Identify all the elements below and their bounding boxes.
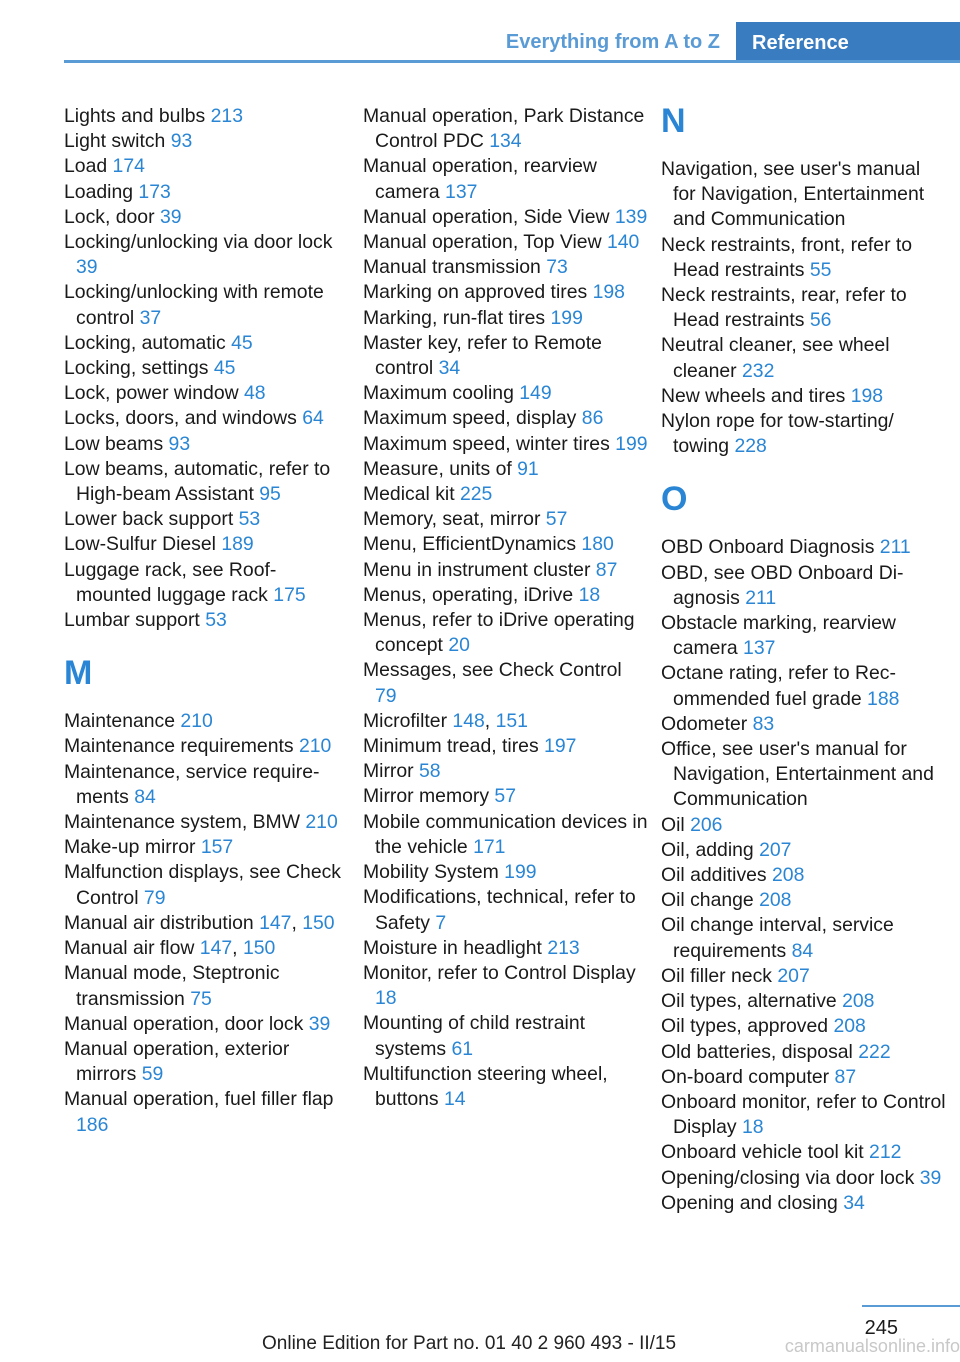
watermark: carmanualsonline.info (784, 1336, 960, 1356)
index-entry-term: Messages, see Check Control (363, 659, 622, 682)
index-entry-term: Navigation, see user's manual for Navigation, Entertainment and Communication (661, 158, 925, 231)
index-entry (64, 532, 349, 557)
index-entry (64, 381, 349, 406)
index-entry-term: Light switch (64, 130, 171, 153)
page-ref-link[interactable]: 139 (614, 205, 648, 228)
index-entry (64, 558, 349, 608)
page-ref-link[interactable]: 228 (734, 435, 767, 458)
page-ref-link[interactable]: 137 (445, 180, 478, 203)
index-entry-term: Manual operation, Side View (363, 205, 615, 228)
index-entry (661, 964, 946, 989)
index-entry (661, 712, 946, 737)
page-ref-link[interactable]: 55 (809, 258, 832, 281)
index-entry-term: Low beams, automatic, refer to High-beam Assistant (64, 457, 331, 506)
index-entry-term: Locking, settings (64, 357, 214, 380)
index-entry-term: Locking/unlocking via door lock (64, 231, 333, 254)
index-entry (661, 233, 946, 283)
index-entry-term: Oil change (661, 889, 760, 912)
index-entry (64, 356, 349, 381)
page-ref-link[interactable]: 84 (134, 785, 156, 808)
page-ref-link[interactable]: 210 (305, 811, 338, 834)
index-entry (363, 482, 648, 507)
index-entry-term: Make-up mirror (64, 836, 201, 859)
index-entry (64, 835, 349, 860)
page-ref-link[interactable]: 73 (546, 256, 568, 279)
page-ref-link[interactable]: 7 (435, 911, 447, 934)
index-entry (64, 911, 349, 936)
index-entry (363, 936, 648, 961)
index-entry-term: Oil change interval, service requirements (661, 914, 894, 962)
index-entry (363, 734, 648, 759)
index-entry-term: Microfilter (363, 709, 453, 732)
page-ref-link[interactable]: 45 (213, 357, 236, 380)
page-ref-link[interactable]: 232 (742, 359, 775, 382)
index-entry (363, 432, 648, 457)
page-ref-link[interactable]: 213 (210, 105, 243, 127)
index-entry (64, 457, 349, 507)
index-entry-term: Maintenance system, BMW (64, 811, 306, 834)
page-ref-link[interactable]: 225 (459, 483, 493, 506)
page-ref-link[interactable]: 134 (489, 130, 522, 153)
index-entry (363, 583, 648, 608)
index-entry (64, 154, 349, 179)
page-ref-link[interactable]: 210 (180, 710, 213, 733)
index-entry-term: Nylon rope for tow-starting/ towing (661, 410, 894, 458)
index-entry-term: Manual operation, door lock (64, 1012, 309, 1035)
index-entry-term: Opening/closing via door lock (661, 1166, 920, 1189)
index-entry-term: Moisture in headlight (363, 936, 548, 959)
index-entry (363, 381, 648, 406)
page-ref-link[interactable]: 18 (375, 987, 397, 1010)
index-entry (363, 104, 648, 154)
page-ref-link[interactable]: 188 (867, 687, 900, 710)
index-entry (64, 280, 349, 330)
index-entry (363, 1062, 648, 1112)
index-entry-term: Maintenance (64, 710, 181, 733)
index-entry-term: Minimum tread, tires (363, 735, 545, 758)
index-entry (64, 760, 349, 810)
page-ref-link[interactable]: 180 (581, 533, 614, 556)
index-entry-term: Lower back support (64, 508, 239, 531)
index-entry (64, 205, 349, 230)
page-ref-link[interactable]: 147 (259, 911, 292, 934)
index-entry (64, 331, 349, 356)
index-entry-term: Oil types, approved (661, 1015, 834, 1038)
page-ref-link[interactable]: 53 (238, 508, 261, 531)
index-entry-term: Locking/unlocking with remote control (64, 281, 324, 329)
page-ref-link[interactable]: 213 (547, 936, 580, 959)
page-ref-link[interactable]: 186 (76, 1113, 109, 1136)
index-entry-term: Oil, adding (661, 838, 760, 861)
page-ref-link[interactable]: 212 (869, 1141, 902, 1164)
index-entry-term: Lock, door (64, 205, 160, 228)
index-entry-term: Low beams (64, 432, 169, 455)
index-entry (661, 1166, 946, 1191)
index-entry (661, 561, 946, 611)
index-entry (64, 860, 349, 910)
index-entry-term: Opening and closing (661, 1191, 844, 1214)
index-entry (64, 1087, 349, 1137)
index-entry-term: Oil additives (661, 864, 773, 887)
index-entry (661, 1140, 946, 1165)
page-ref-link[interactable]: 39 (919, 1166, 942, 1189)
page-ref-link[interactable]: 211 (879, 536, 911, 559)
index-entry (363, 457, 648, 482)
index-entry-term: Oil types, alternative (661, 990, 843, 1013)
index-entry-term: On-board computer (661, 1065, 835, 1088)
page-ref-link[interactable]: 75 (190, 987, 212, 1010)
index-entry-term: Manual operation, Top View (363, 231, 607, 254)
page-ref-separator: , (291, 911, 303, 934)
index-entry (661, 737, 946, 813)
index-entry-term: Office, see user's manual for Navigation, Entertainment and Communication (661, 738, 934, 811)
page-ref-link[interactable]: 18 (578, 583, 601, 606)
index-entry (661, 283, 946, 333)
index-entry (363, 759, 648, 784)
page-ref-link[interactable]: 14 (444, 1087, 466, 1110)
page-ref-link[interactable]: 208 (772, 864, 805, 887)
index-entry (64, 734, 349, 759)
index-entry-term: Loading (64, 180, 139, 203)
index-entry-term: Lights and bulbs (64, 105, 211, 127)
index-entry-term: Menu in instrument cluster (363, 558, 596, 581)
page-ref-link[interactable]: 198 (592, 281, 625, 304)
index-entry (363, 784, 648, 809)
page-ref-link[interactable]: 83 (752, 712, 775, 735)
page-ref-link[interactable]: 222 (858, 1040, 891, 1063)
index-entry-term: Mirror memory (363, 785, 495, 808)
page-ref-link[interactable]: 84 (791, 939, 814, 962)
page-ref-link[interactable]: 140 (606, 231, 640, 254)
index-entry-term: Menus, refer to iDrive operating concept (363, 609, 635, 657)
page-ref-link[interactable]: 53 (205, 609, 227, 632)
index-entry-term: Modifications, technical, refer to Safety (363, 886, 636, 934)
index-entry (64, 810, 349, 835)
section-letter-n: N (661, 102, 686, 140)
page-ref-separator: , (232, 937, 243, 960)
index-entry (661, 611, 946, 661)
index-entry (661, 535, 946, 560)
page-ref-link[interactable]: 87 (834, 1065, 857, 1088)
index-entry (661, 333, 946, 383)
page-ref-link[interactable]: 173 (138, 180, 171, 203)
index-column-1 (64, 104, 349, 1138)
index-entry (661, 157, 946, 233)
page-ref-link[interactable]: 208 (759, 889, 792, 912)
index-entry (363, 608, 648, 658)
index-entry (363, 331, 648, 381)
header-tab-reference[interactable]: Reference (736, 22, 960, 62)
index-entry (64, 936, 349, 961)
page-ref-link[interactable]: 208 (842, 990, 875, 1013)
index-entry-term: Odometer (661, 712, 753, 735)
index-entry (363, 1011, 648, 1061)
index-entry (661, 989, 946, 1014)
index-entry-term: Maintenance requirements (64, 735, 299, 758)
page-ref-link[interactable]: 79 (143, 886, 166, 909)
page-ref-link[interactable]: 57 (494, 785, 516, 808)
index-entry (64, 961, 349, 1011)
section-letter-m: M (64, 654, 93, 693)
index-entry (64, 104, 349, 129)
page-number: 245 (864, 1317, 898, 1339)
index-entry (363, 709, 648, 734)
index-entry-term: New wheels and tires (661, 384, 851, 407)
page-ref-link[interactable]: 95 (259, 483, 281, 506)
page-ref-link[interactable]: 197 (544, 735, 577, 758)
index-entry-term: Mirror (363, 760, 420, 783)
index-entry-term: Manual air distribution (64, 911, 260, 934)
index-entry-term: Maximum speed, display (363, 407, 582, 430)
index-entry-term: Neck restraints, rear, refer to Head restraints (661, 284, 907, 332)
index-entry (661, 384, 946, 409)
index-entry-term: Monitor, refer to Control Display (363, 961, 636, 984)
index-entry (363, 406, 648, 431)
footer-divider (862, 1305, 960, 1307)
page-ref-link[interactable]: 93 (168, 432, 191, 455)
index-entry-term: Locks, doors, and windows (64, 407, 303, 430)
page-ref-link[interactable]: 211 (745, 586, 777, 609)
page-ref-link[interactable]: 58 (419, 760, 441, 783)
index-entry (363, 306, 648, 331)
page-ref-link[interactable]: 198 (850, 384, 884, 407)
index-entry (661, 813, 946, 838)
page-ref-link[interactable]: 39 (159, 205, 182, 228)
index-entry-term: Luggage rack, see Roof-mounted luggage rack (64, 558, 277, 606)
index-entry-term: Mounting of child restraint systems (363, 1012, 586, 1060)
index-entry-term: Manual transmission (363, 256, 547, 279)
index-entry (661, 863, 946, 888)
page-ref-link[interactable]: 137 (743, 637, 776, 660)
page-ref-link[interactable]: 207 (777, 964, 810, 987)
index-entry-term: OBD Onboard Diagnosis (661, 536, 880, 559)
index-entry-term: Manual operation, rearview camera (363, 155, 597, 203)
index-entry-term: Mobile communication devices in the vehicle (363, 810, 648, 858)
index-entry-term: Medical kit (363, 483, 460, 506)
page-ref-separator: , (484, 709, 496, 732)
index-entry-term: Manual operation, fuel filler flap (64, 1088, 334, 1111)
index-entry (64, 432, 349, 457)
page-ref-link[interactable]: 61 (451, 1037, 474, 1060)
page-ref-link[interactable]: 157 (200, 836, 234, 859)
index-entry (661, 838, 946, 863)
index-entry (661, 1014, 946, 1039)
page-ref-link[interactable]: 48 (244, 382, 266, 405)
page-ref-link[interactable]: 37 (139, 306, 162, 329)
page-ref-link[interactable]: 18 (741, 1116, 764, 1139)
index-entry-term: Marking, run-flat tires (363, 306, 551, 329)
index-entry (363, 154, 648, 204)
page-ref-link[interactable]: 147 (199, 937, 233, 960)
index-entry (64, 507, 349, 532)
page-ref-link[interactable]: 57 (545, 508, 568, 531)
page-ref-link[interactable]: 149 (519, 382, 552, 405)
index-entry-term: Menu, EfficientDynamics (363, 533, 582, 556)
index-entry (661, 1090, 946, 1140)
index-entry (64, 230, 349, 280)
edition-note: Online Edition for Part no. 01 40 2 960 493 - II/15 (262, 1333, 677, 1354)
index-entry-term: Octane rating, refer to Recommended fuel grade (661, 662, 896, 710)
index-entry (363, 507, 648, 532)
index-entry (363, 280, 648, 305)
page-ref-link[interactable]: 189 (221, 533, 254, 556)
index-entry (64, 709, 349, 734)
index-entry-term: Memory, seat, mirror (363, 508, 546, 531)
index-entry-term: OBD, see OBD Onboard Diagnosis (661, 561, 904, 609)
page-ref-link[interactable]: 20 (448, 634, 470, 657)
page-ref-link[interactable]: 86 (581, 407, 604, 430)
page-ref-link[interactable]: 199 (504, 861, 537, 884)
index-entry-term: Maximum speed, winter tires (363, 432, 616, 455)
index-entry-term: Manual operation, Park Distance Control PDC (363, 105, 645, 153)
index-entry-term: Load (64, 155, 113, 178)
index-entry-term: Mobility System (363, 861, 505, 884)
index-column-2 (363, 104, 648, 1112)
index-entry (363, 205, 648, 230)
index-entry (661, 1191, 946, 1216)
index-entry (661, 913, 946, 963)
index-entry-term: Manual operation, exterior mirrors (64, 1037, 290, 1086)
page-ref-link[interactable]: 39 (76, 256, 98, 279)
index-entry (661, 1040, 946, 1065)
index-entry-term: Manual mode, Steptronic transmission (64, 962, 280, 1010)
page-ref-link[interactable]: 150 (302, 911, 335, 934)
page-ref-link[interactable]: 174 (112, 155, 145, 178)
index-entry-term: Multifunction steering wheel, buttons (363, 1062, 608, 1110)
index-entry-term: Lock, power window (64, 382, 244, 405)
page-ref-link[interactable]: 87 (595, 558, 618, 581)
page-ref-link[interactable]: 34 (438, 357, 461, 380)
index-entry (64, 129, 349, 154)
index-entry-term: Oil filler neck (661, 964, 778, 987)
index-entry (64, 1037, 349, 1087)
header-subtitle: Everything from A to Z (505, 31, 720, 53)
index-entry-term: Locking, automatic (64, 331, 232, 354)
index-entry-term: Manual air flow (64, 937, 200, 960)
index-entry (363, 255, 648, 280)
page-ref-link[interactable]: 56 (809, 309, 832, 332)
index-entry-term: Maintenance, service requirements (64, 760, 320, 808)
index-column-3 (661, 104, 946, 1216)
index-entry-term: Menus, operating, iDrive (363, 583, 579, 606)
page-ref-link[interactable]: 34 (843, 1191, 865, 1214)
index-entry (64, 180, 349, 205)
index-entry-term: Onboard vehicle tool kit (661, 1141, 870, 1164)
index-entry (363, 860, 648, 885)
index-entry-term: Onboard monitor, refer to Control Display (661, 1090, 946, 1139)
index-entry-term: Old batteries, disposal (661, 1040, 859, 1063)
index-entry (661, 888, 946, 913)
index-entry-term: Neutral cleaner, see wheel cleaner (661, 334, 890, 382)
page-header (0, 0, 960, 62)
page-ref-link[interactable]: 59 (141, 1063, 164, 1086)
index-entry-term: Measure, units of (363, 457, 518, 480)
index-entry (64, 608, 349, 633)
index-entry (64, 1012, 349, 1037)
index-entry (661, 661, 946, 711)
page-ref-link[interactable]: 175 (273, 583, 306, 606)
index-entry-term: Low-Sulfur Diesel (64, 533, 222, 556)
page-ref-link[interactable]: 210 (298, 735, 332, 758)
index-entry (661, 409, 946, 459)
index-entry (363, 532, 648, 557)
section-letter-o: O (661, 480, 688, 519)
index-entry-term: Lumbar support (64, 609, 206, 632)
index-entry (363, 658, 648, 708)
index-entry (661, 1065, 946, 1090)
index-entry-term: Obstacle marking, rearview camera (661, 612, 896, 660)
page-ref-link[interactable]: 150 (242, 937, 276, 960)
page-ref-link[interactable]: 206 (690, 813, 723, 836)
page-ref-link[interactable]: 91 (517, 457, 539, 480)
page-ref-link[interactable]: 151 (495, 709, 528, 732)
page-ref-link[interactable]: 207 (759, 838, 792, 861)
page-ref-link[interactable]: 93 (170, 130, 193, 153)
index-entry (64, 406, 349, 431)
index-entry (363, 961, 648, 1011)
page-ref-link[interactable]: 45 (231, 331, 253, 354)
index-entry (363, 558, 648, 583)
page-ref-link[interactable]: 199 (615, 432, 648, 455)
index-entry (363, 230, 648, 255)
header-divider (64, 60, 960, 63)
page-ref-link[interactable]: 64 (302, 407, 324, 430)
page-ref-link[interactable]: 148 (452, 709, 485, 732)
index-entry (363, 885, 648, 935)
index-entry-term: Master key, refer to Remote control (363, 331, 602, 380)
page-ref-link[interactable]: 39 (308, 1012, 331, 1035)
index-entry-term: Malfunction displays, see Check Control (64, 861, 341, 909)
index-entry-term: Maximum cooling (363, 382, 520, 405)
index-entry (363, 810, 648, 860)
index-entry-term: Marking on approved tires (363, 281, 593, 304)
page-ref-link[interactable]: 199 (550, 306, 583, 329)
page-ref-link[interactable]: 208 (833, 1015, 866, 1038)
index-entry-term: Neck restraints, front, refer to Head restraints (661, 233, 913, 281)
index-entry-term: Oil (661, 813, 691, 836)
page-ref-link[interactable]: 79 (375, 684, 397, 707)
page-ref-link[interactable]: 171 (473, 835, 506, 858)
